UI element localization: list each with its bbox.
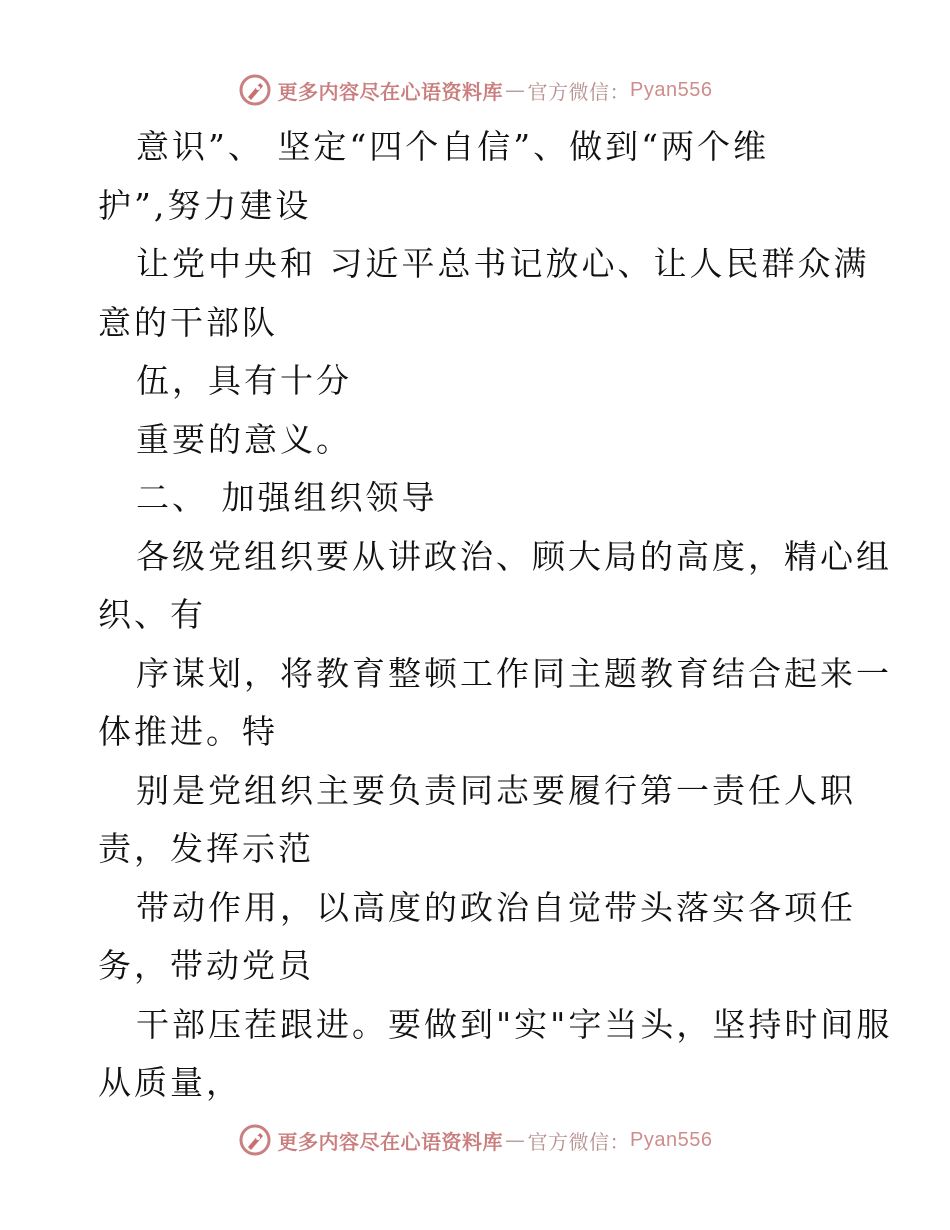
text-line: 序谋划，将教育整顿工作同主题教育结合起来一 <box>136 653 892 693</box>
footer-watermark <box>0 1120 950 1160</box>
text-line: 从质量， <box>98 1063 242 1102</box>
section-heading: 二、 加强组织领导 <box>136 478 438 517</box>
document-body <box>98 118 893 1113</box>
text-line: 干部压茬跟进。要做到"实"字当头，坚持时间服 <box>136 1004 893 1044</box>
header-watermark <box>0 70 950 110</box>
text-line: 护”,努力建设 <box>98 185 312 225</box>
text-line: 意的干部队 <box>98 302 278 342</box>
watermark-text: 更多内容尽在心语资料库 <box>277 1129 504 1154</box>
watermark-separator: — <box>505 78 526 102</box>
text-line: 带动作用，以高度的政治自觉带头落实各项任 <box>136 887 856 927</box>
watermark-id: Pyan556 <box>630 78 713 101</box>
text-line: 体推进。特 <box>98 712 278 751</box>
text-line: 责，发挥示范 <box>98 829 314 868</box>
text-line: 别是党组织主要负责同志要履行第一责任人职 <box>136 770 856 810</box>
text-line: 意识”、 坚定“四个自信”、做到“两个维 <box>136 127 769 166</box>
watermark-official: 官方微信： <box>527 79 631 104</box>
text-line: 让党中央和 习近平总书记放心、让人民群众满 <box>136 244 870 283</box>
pen-nib-logo-icon <box>238 73 272 107</box>
watermark-text: 更多内容尽在心语资料库 <box>277 79 504 104</box>
text-line: 伍，具有十分 <box>136 361 352 400</box>
text-line: 各级党组织要从讲政治、顾大局的高度，精心组 <box>136 536 892 576</box>
watermark-id: Pyan556 <box>630 1128 713 1151</box>
watermark-official: 官方微信： <box>527 1129 631 1154</box>
text-line: 重要的意义。 <box>136 419 352 459</box>
text-line: 织、有 <box>98 595 206 634</box>
text-line: 务，带动党员 <box>98 946 314 985</box>
watermark-separator: — <box>505 1128 526 1152</box>
pen-nib-logo-icon <box>238 1123 272 1157</box>
